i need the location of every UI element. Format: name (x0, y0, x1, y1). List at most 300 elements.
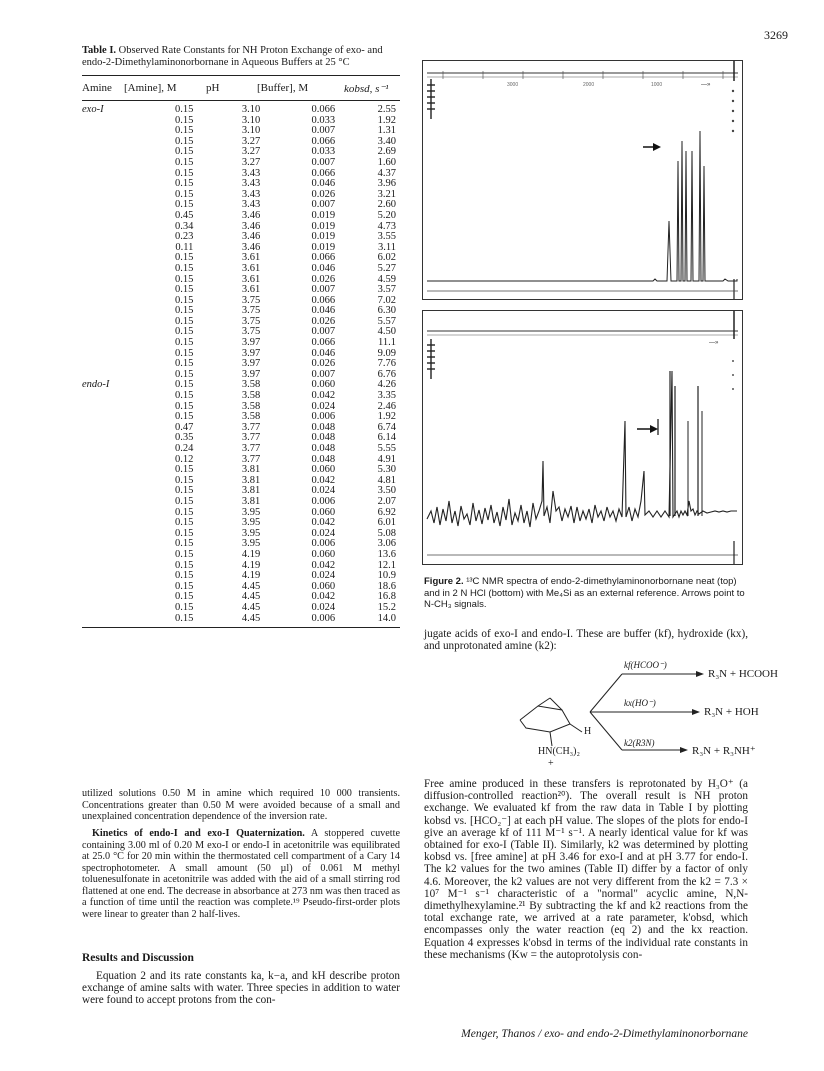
table-row (82, 169, 400, 180)
cell-amine (82, 465, 141, 476)
cell-amine (82, 317, 141, 328)
cell-amine (82, 582, 141, 593)
cell-kobsd: 11.1 (378, 337, 396, 349)
cell-buffer: 0.066 (311, 252, 336, 264)
svg-text:—»: —» (709, 340, 719, 346)
cell-buffer: 0.019 (311, 241, 336, 253)
cell-kobsd: 5.30 (377, 464, 396, 476)
cell-buffer: 0.007 (311, 284, 336, 296)
kx-label: kx(HO⁻) (624, 698, 656, 708)
cell-buffer: 0.048 (311, 421, 336, 433)
cell-amine (82, 402, 141, 413)
table-row (82, 232, 400, 243)
cell-buffer: 0.042 (311, 517, 336, 529)
cell-amine-conc: 0.15 (175, 548, 194, 560)
cell-buffer: 0.060 (311, 506, 336, 518)
cell-buffer: 0.066 (311, 104, 336, 115)
cell-amine (82, 614, 141, 625)
cell-ph: 4.45 (241, 601, 261, 613)
cell-amine (82, 497, 141, 508)
cell-kobsd: 6.30 (377, 305, 396, 317)
cell-buffer: 0.019 (311, 220, 336, 232)
cell-ph: 3.75 (241, 326, 261, 338)
cell-amine-conc: 0.15 (175, 135, 194, 147)
cell-amine (82, 200, 141, 211)
cell-kobsd: 4.73 (377, 220, 396, 232)
cell-ph: 3.43 (241, 188, 261, 200)
cell-amine-conc: 0.11 (175, 241, 194, 253)
kf-label: kf(HCOO⁻) (624, 660, 667, 670)
cell-kobsd: 2.60 (377, 199, 396, 211)
cell-amine-conc: 0.15 (175, 559, 194, 571)
cell-amine (82, 455, 141, 466)
cell-amine-conc: 0.15 (175, 284, 194, 296)
table-row (82, 147, 400, 158)
figure-caption (424, 576, 748, 611)
table-row (82, 539, 400, 550)
cell-kobsd: 4.91 (377, 453, 396, 465)
cell-amine (82, 349, 141, 360)
cell-buffer: 0.046 (311, 178, 336, 190)
cell-buffer: 0.048 (311, 443, 336, 454)
cell-buffer: 0.042 (311, 474, 336, 486)
header-ph: pH (206, 82, 220, 94)
product-1: R₃N + HCOOH (708, 668, 778, 680)
cell-ph: 3.97 (241, 368, 261, 380)
cell-buffer: 0.060 (311, 580, 336, 592)
cell-buffer: 0.066 (311, 167, 336, 179)
cell-kobsd: 12.1 (377, 559, 396, 571)
table-row (82, 455, 400, 466)
table-row (82, 465, 400, 476)
table-row (82, 423, 400, 434)
h-label: H (584, 726, 592, 737)
cell-buffer: 0.019 (311, 209, 336, 221)
cell-ph: 3.95 (241, 506, 261, 518)
table-row (82, 338, 400, 349)
table-row (82, 571, 400, 582)
right-body-paragraph: Free amine produced in these transfers is reprotonated by H₃O⁺ (a diffusion-controlled reaction²⁰). The overall result is NH proton exchange. We evaluated kf from the raw data in Table I by plotting kobsd vs. [HCO₂⁻] at each pH value. The slopes of the plots for endo-I give an average kf of 111 M⁻¹ s⁻¹. A nearly identical value for kf was obtained for exo-I (Table II). Similarly, k2 was determined by plotting kobsd vs. [free amine] at pH 3.46 for exo-I and at pH 3.77 for endo-I. The k2 values for the two amines (Table II) differ by a factor of only 4.6. Moreover, the k2 values are not very different from the k2 = 7.3 × 10⁷ M⁻¹ s⁻¹ characteristic of a "normal" acyclic amine, N,N-dimethylhexylamine.²¹ By subtracting the kf and k2 reactions from the total exchange rate, we arrived at a rate parameter, k'obsd, which encompasses only the water reaction (eq 2) and the kx reaction. Equation 4 expresses k'obsd in terms of the individual rate constants in these mechanisms (Kw = the autoprotolysis con- (424, 778, 748, 961)
cell-buffer: 0.019 (311, 231, 336, 243)
cell-amine: exo-I (82, 104, 104, 115)
cell-buffer: 0.007 (311, 125, 336, 137)
cell-kobsd: 7.76 (377, 358, 396, 370)
norbornane-structure (520, 698, 582, 746)
cell-kobsd: 4.26 (377, 379, 396, 391)
cell-ph: 3.46 (241, 220, 261, 232)
cell-ph: 4.45 (241, 591, 261, 603)
cell-kobsd: 5.57 (377, 315, 396, 327)
cell-amine (82, 147, 141, 158)
left-paragraph-1: utilized solutions 0.50 M in amine which required 10 000 transients. Concentrations greater than 0.50 M were avoided because of a small and unexplained concentration dependence of the inversion rate. (82, 788, 400, 822)
cell-amine (82, 476, 141, 487)
cell-kobsd: 1.60 (377, 156, 396, 168)
cell-ph: 3.81 (241, 485, 261, 497)
table-row (82, 561, 400, 572)
cell-ph: 3.97 (241, 358, 261, 370)
cell-buffer: 0.026 (311, 188, 336, 200)
cell-amine (82, 592, 141, 603)
cell-amine-conc: 0.15 (175, 199, 194, 211)
table-row (82, 402, 400, 413)
cell-ph: 3.95 (241, 527, 261, 539)
cell-amine-conc: 0.15 (175, 400, 194, 412)
cell-amine (82, 486, 141, 497)
cell-amine (82, 327, 141, 338)
cell-ph: 3.75 (241, 294, 261, 306)
nmr-spectrum-top-svg (423, 61, 742, 299)
cell-kobsd: 3.96 (377, 178, 396, 190)
cell-buffer: 0.007 (311, 368, 336, 380)
cell-ph: 3.75 (241, 315, 261, 327)
table-row (82, 179, 400, 190)
cell-kobsd: 3.11 (378, 241, 396, 253)
cell-kobsd: 6.76 (377, 368, 396, 380)
table-caption-text: Observed Rate Constants for NH Proton Exchange of exo- and endo-2-Dimethylaminonorbornane in Aqueous Buffers at 25 °C (82, 45, 383, 68)
table-row (82, 200, 400, 211)
cell-kobsd: 6.14 (377, 432, 396, 444)
cell-amine-conc: 0.15 (175, 527, 194, 539)
k2-label: k2(R3N) (624, 738, 655, 748)
cell-buffer: 0.046 (311, 262, 336, 274)
cell-buffer: 0.006 (311, 612, 336, 624)
cell-buffer: 0.006 (311, 411, 336, 423)
cell-kobsd: 14.0 (377, 612, 396, 624)
cell-amine (82, 508, 141, 519)
table-row (82, 603, 400, 614)
table-row (82, 116, 400, 127)
cell-amine-conc: 0.15 (175, 273, 194, 285)
cell-amine (82, 232, 141, 243)
kinetics-heading: Kinetics of endo-I and exo-I Quaternization. (92, 828, 305, 839)
cell-amine-conc: 0.15 (175, 262, 194, 274)
table-label: Table I. (82, 45, 117, 56)
cell-kobsd: 5.20 (377, 209, 396, 221)
table-row (82, 243, 400, 254)
table-row (82, 582, 400, 593)
cell-amine-conc: 0.15 (175, 167, 194, 179)
reaction-scheme (510, 660, 778, 772)
table-row (82, 550, 400, 561)
cell-amine (82, 391, 141, 402)
table-row (82, 592, 400, 603)
cell-kobsd: 1.92 (377, 114, 396, 126)
table-row (82, 412, 400, 423)
cell-kobsd: 3.06 (377, 538, 396, 550)
cell-ph: 3.97 (241, 347, 261, 359)
cell-amine (82, 264, 141, 275)
cell-kobsd: 5.55 (377, 443, 396, 454)
table-caption (82, 45, 400, 69)
nmr-spectrum-top (422, 60, 743, 300)
cell-amine (82, 571, 141, 582)
cell-amine-conc: 0.15 (175, 326, 194, 338)
cell-amine-conc: 0.15 (175, 591, 194, 603)
cell-kobsd: 2.46 (377, 400, 396, 412)
cell-amine-conc: 0.15 (175, 464, 194, 476)
cell-ph: 4.19 (241, 570, 261, 582)
cell-amine-conc: 0.15 (175, 305, 194, 317)
cell-amine-conc: 0.15 (175, 252, 194, 264)
cell-ph: 3.43 (241, 199, 261, 211)
cell-kobsd: 6.02 (377, 252, 396, 264)
cell-kobsd: 6.92 (377, 506, 396, 518)
table-row (82, 211, 400, 222)
table-row (82, 317, 400, 328)
cell-buffer: 0.066 (311, 294, 336, 306)
cell-ph: 3.10 (241, 125, 261, 137)
cell-kobsd: 1.31 (377, 125, 396, 137)
cell-amine-conc: 0.15 (175, 612, 194, 624)
cell-buffer: 0.007 (311, 156, 336, 168)
cell-ph: 3.46 (241, 241, 261, 253)
table-row (82, 391, 400, 402)
table-row (82, 476, 400, 487)
cell-ph: 3.97 (241, 337, 261, 349)
product-3: R₃N + R₃NH⁺ (692, 745, 756, 757)
cell-buffer: 0.024 (311, 527, 336, 539)
cell-amine (82, 423, 141, 434)
rate-table (82, 105, 400, 624)
cell-buffer: 0.046 (311, 347, 336, 359)
cell-ph: 3.46 (241, 209, 261, 221)
cell-kobsd: 3.40 (377, 135, 396, 147)
cell-kobsd: 3.55 (377, 231, 396, 243)
cell-buffer: 0.033 (311, 114, 336, 126)
table-row (82, 370, 400, 381)
cell-amine-conc: 0.15 (175, 347, 194, 359)
figure-label: Figure 2. (424, 576, 464, 587)
cell-amine-conc: 0.15 (175, 146, 194, 158)
cell-amine (82, 518, 141, 529)
cell-amine-conc: 0.15 (175, 178, 194, 190)
scale-label-3000: 3000 (507, 82, 519, 88)
cell-amine-conc: 0.15 (175, 114, 194, 126)
cell-amine (82, 338, 141, 349)
cell-amine-conc: 0.23 (175, 231, 194, 243)
cell-amine-conc: 0.15 (175, 474, 194, 486)
left-paragraph-2 (82, 828, 400, 920)
cell-kobsd: 3.57 (377, 284, 396, 296)
cell-amine (82, 603, 141, 614)
cell-buffer: 0.024 (311, 485, 336, 497)
cell-amine-conc: 0.15 (175, 104, 194, 115)
cell-kobsd: 5.08 (377, 527, 396, 539)
cell-buffer: 0.026 (311, 315, 336, 327)
cell-amine-conc: 0.45 (175, 209, 194, 221)
table-row (82, 380, 400, 391)
cell-buffer: 0.024 (311, 601, 336, 613)
cell-kobsd: 4.81 (377, 474, 396, 486)
cell-buffer: 0.046 (311, 305, 336, 317)
figure-caption-text: ¹³C NMR spectra of endo-2-dimethylaminonorbornane neat (top) and in 2 N HCl (bottom) with Me₄Si as an external reference. Arrows point to N-CH₃ signals. (424, 576, 745, 610)
cell-buffer: 0.007 (311, 326, 336, 338)
table-row (82, 497, 400, 508)
plus-charge: + (548, 758, 554, 769)
page-number: 3269 (764, 28, 788, 42)
cell-kobsd: 1.92 (377, 411, 396, 423)
cell-amine (82, 296, 141, 307)
table-row (82, 327, 400, 338)
cell-amine (82, 529, 141, 540)
header-kobsd: kobsd, s⁻¹ (344, 83, 389, 95)
cell-amine (82, 243, 141, 254)
cell-amine-conc: 0.15 (175, 358, 194, 370)
cell-ph: 3.95 (241, 538, 261, 550)
cell-amine (82, 285, 141, 296)
cell-buffer: 0.066 (311, 135, 336, 147)
cell-ph: 3.75 (241, 305, 261, 317)
cell-ph: 3.58 (241, 411, 261, 423)
cell-amine-conc: 0.15 (175, 390, 194, 402)
cell-buffer: 0.006 (311, 495, 336, 507)
cell-amine-conc: 0.15 (175, 188, 194, 200)
cell-amine (82, 126, 141, 137)
cell-amine-conc: 0.47 (175, 421, 194, 433)
cell-buffer: 0.033 (311, 146, 336, 158)
cell-amine (82, 158, 141, 169)
table-row (82, 486, 400, 497)
cell-amine (82, 169, 141, 180)
table-row (82, 296, 400, 307)
cell-buffer: 0.048 (311, 453, 336, 465)
cell-amine-conc: 0.24 (175, 443, 194, 454)
cell-ph: 3.27 (241, 156, 261, 168)
svg-text:—»: —» (701, 82, 711, 88)
cell-amine (82, 190, 141, 201)
cell-kobsd: 2.55 (377, 104, 396, 115)
cell-ph: 3.61 (241, 262, 261, 274)
cell-amine (82, 412, 141, 423)
cell-kobsd: 6.01 (377, 517, 396, 529)
nmr-spectrum-bottom-svg (423, 311, 742, 564)
cell-amine (82, 550, 141, 561)
table-row (82, 158, 400, 169)
cell-kobsd: 2.69 (377, 146, 396, 158)
amine-label: HN(CH₃)₂ (538, 746, 580, 757)
table-row (82, 222, 400, 233)
cell-buffer: 0.026 (311, 358, 336, 370)
table-row (82, 359, 400, 370)
cell-kobsd: 15.2 (377, 601, 396, 613)
table-row (82, 508, 400, 519)
cell-ph: 4.45 (241, 580, 261, 592)
cell-amine (82, 359, 141, 370)
cell-ph: 3.43 (241, 178, 261, 190)
scale-label-1000: 1000 (651, 82, 663, 88)
cell-kobsd: 3.21 (377, 188, 396, 200)
cell-buffer: 0.042 (311, 591, 336, 603)
cell-amine (82, 275, 141, 286)
cell-buffer: 0.026 (311, 273, 336, 285)
table-row (82, 275, 400, 286)
cell-amine (82, 444, 141, 455)
cell-ph: 3.77 (241, 432, 261, 444)
table-header-row (82, 76, 400, 100)
cell-kobsd: 6.74 (377, 421, 396, 433)
cell-buffer: 0.006 (311, 538, 336, 550)
cell-amine-conc: 0.15 (175, 495, 194, 507)
kinetics-text: A stoppered cuvette containing 3.00 ml of 0.20 M exo-I or endo-I in acetonitrile was equilibrated at 25.0 °C for 20 min within the thermostated cell compartment of a Cary 14 spectrophotometer. A small amount (50 µl) of 0.061 M methyl toluenesulfonate in acetonitrile was added with the aid of a small stirring rod flattened at one end. The decrease in absorbance at 273 nm was then traced as a function of time until the reaction was complete.¹⁹ Pseudo-first-order plots were linear to greater than 2 half-lives. (82, 828, 400, 920)
cell-amine-conc: 0.15 (175, 315, 194, 327)
results-heading: Results and Discussion (82, 952, 194, 964)
cell-amine-conc: 0.15 (175, 156, 194, 168)
table-row (82, 264, 400, 275)
cell-kobsd: 10.9 (377, 570, 396, 582)
cell-amine (82, 211, 141, 222)
cell-kobsd: 18.6 (377, 580, 396, 592)
cell-buffer: 0.060 (311, 548, 336, 560)
table-row (82, 433, 400, 444)
cell-buffer: 0.042 (311, 559, 336, 571)
left-paragraph-3: Equation 2 and its rate constants ka, k−a, and kH describe proton exchange of amine salts with water. Three species in addition to water were found to accept protons from the con- (82, 970, 400, 1007)
cell-amine-conc: 0.15 (175, 485, 194, 497)
cell-ph: 3.27 (241, 135, 261, 147)
cell-amine (82, 306, 141, 317)
cell-kobsd: 13.6 (377, 548, 396, 560)
cell-ph: 3.95 (241, 517, 261, 529)
table-row (82, 529, 400, 540)
scale-label-2000: 2000 (583, 82, 595, 88)
table-row (82, 349, 400, 360)
cell-ph: 3.43 (241, 167, 261, 179)
rate-constant-table-block (82, 45, 400, 628)
cell-buffer: 0.060 (311, 464, 336, 476)
cell-ph: 3.77 (241, 421, 261, 433)
cell-amine (82, 179, 141, 190)
cell-buffer: 0.066 (311, 337, 336, 349)
cell-ph: 4.19 (241, 548, 261, 560)
cell-amine (82, 561, 141, 572)
table-row (82, 518, 400, 529)
table-row (82, 253, 400, 264)
cell-amine (82, 539, 141, 550)
cell-amine-conc: 0.15 (175, 570, 194, 582)
table-row (82, 285, 400, 296)
cell-amine (82, 253, 141, 264)
cell-amine (82, 116, 141, 127)
header-amine: Amine (82, 82, 112, 94)
cell-amine (82, 433, 141, 444)
cell-amine-conc: 0.15 (175, 294, 194, 306)
cell-amine-conc: 0.15 (175, 125, 194, 137)
cell-ph: 3.10 (241, 114, 261, 126)
cell-ph: 4.19 (241, 559, 261, 571)
table-row (82, 190, 400, 201)
cell-ph: 3.81 (241, 495, 261, 507)
header-buffer: [Buffer], M (257, 82, 309, 94)
cell-buffer: 0.024 (311, 570, 336, 582)
cell-amine (82, 137, 141, 148)
nmr-spectrum-bottom (422, 310, 743, 565)
cell-amine-conc: 0.15 (175, 517, 194, 529)
cell-buffer: 0.024 (311, 400, 336, 412)
cell-kobsd: 4.50 (377, 326, 396, 338)
cell-buffer: 0.060 (311, 379, 336, 391)
cell-ph: 3.61 (241, 252, 261, 264)
cell-amine-conc: 0.15 (175, 379, 194, 391)
cell-ph: 3.81 (241, 464, 261, 476)
table-row (82, 137, 400, 148)
cell-buffer: 0.048 (311, 432, 336, 444)
cell-amine-conc: 0.15 (175, 506, 194, 518)
cell-kobsd: 4.59 (377, 273, 396, 285)
table-row (82, 306, 400, 317)
cell-kobsd: 7.02 (377, 294, 396, 306)
cell-ph: 3.58 (241, 400, 261, 412)
cell-kobsd: 3.50 (377, 485, 396, 497)
cell-amine: endo-I (82, 379, 110, 391)
